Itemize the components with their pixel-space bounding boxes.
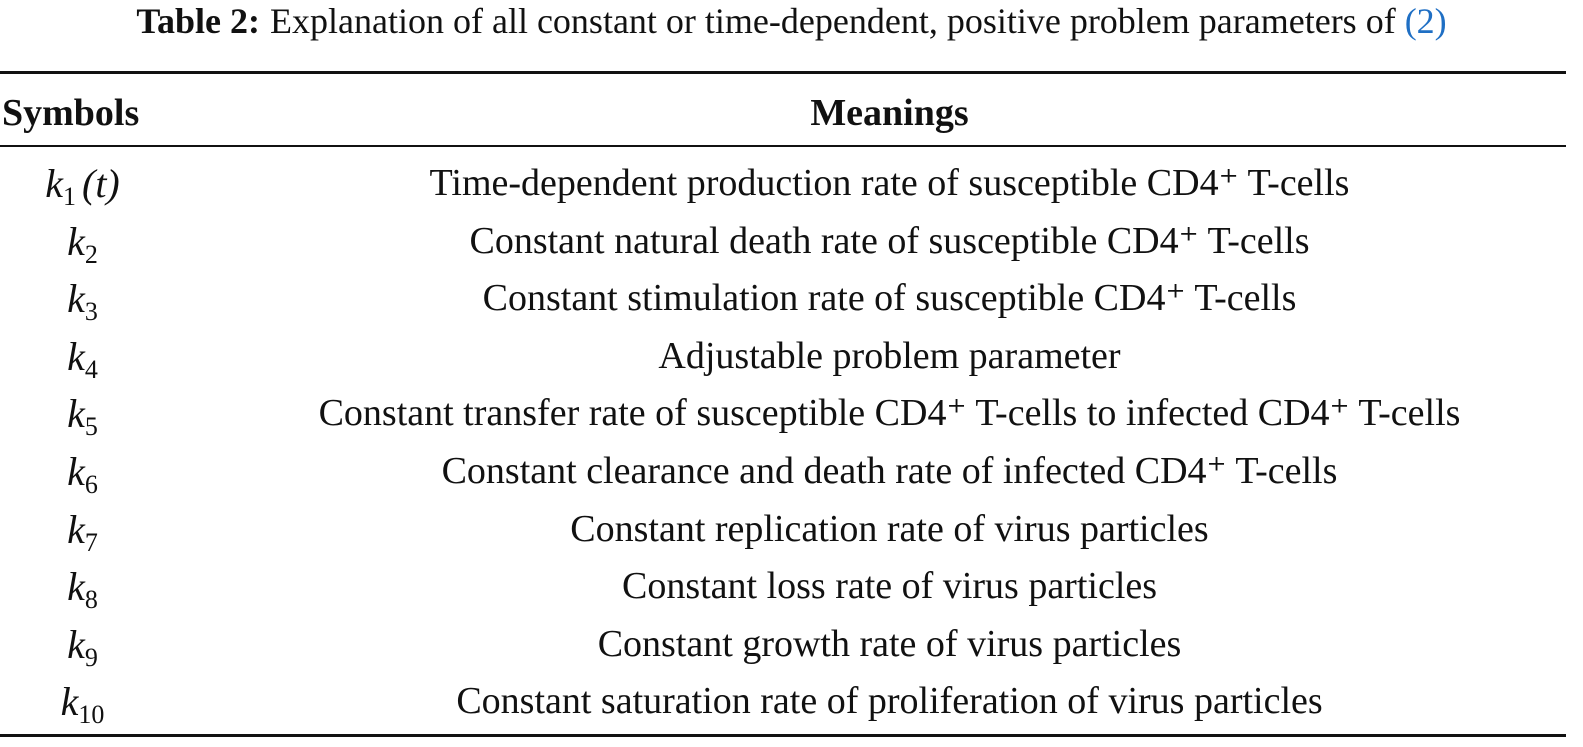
caption-text: Explanation of all constant or time-dependent, positive problem parameters of xyxy=(270,1,1405,41)
table-caption xyxy=(0,0,1583,48)
symbol-base: k xyxy=(67,448,85,494)
meaning-cell: Constant replication rate of virus particles xyxy=(570,507,1209,550)
caption-label: Table 2: xyxy=(136,1,261,41)
symbol-cell xyxy=(0,673,165,743)
table-row xyxy=(0,558,1566,616)
symbol-base: k xyxy=(67,276,85,322)
symbol-subscript: 1 xyxy=(63,182,76,211)
symbol-subscript: 4 xyxy=(84,354,98,384)
meaning-cell: Constant stimulation rate of susceptible CD4⁺ T-cells xyxy=(482,277,1297,320)
meaning-cell: Time-dependent production rate of susceptible CD4⁺ T-cells xyxy=(429,162,1350,204)
header-meanings: Meanings xyxy=(810,92,969,134)
equation-reference-link[interactable]: (2) xyxy=(1404,1,1447,41)
symbol-base: k xyxy=(45,161,63,206)
meaning-cell: Constant clearance and death rate of infected CD4⁺ T-cells xyxy=(441,449,1338,492)
symbol-base: k xyxy=(67,564,85,610)
table-row xyxy=(0,328,1566,386)
table-row xyxy=(0,213,1566,271)
symbol-subscript: 10 xyxy=(78,700,105,730)
table-top-rule xyxy=(0,71,1566,74)
symbol-base: k xyxy=(60,679,79,725)
symbol-base: k xyxy=(67,391,85,437)
table-row xyxy=(0,155,1566,213)
table-row xyxy=(0,385,1566,443)
table-header-rule xyxy=(0,145,1566,147)
meaning-cell: Constant loss rate of virus particles xyxy=(621,565,1158,608)
table-bottom-rule xyxy=(0,734,1566,737)
table-body xyxy=(0,155,1566,731)
symbol-subscript: 3 xyxy=(84,297,98,327)
meaning-cell: Constant natural death rate of susceptible CD4⁺ T-cells xyxy=(469,219,1310,262)
meaning-cell: Constant saturation rate of proliferation of virus particles xyxy=(456,680,1323,723)
symbol-argument: (t) xyxy=(82,161,120,206)
symbol-subscript: 9 xyxy=(84,642,98,672)
symbol-subscript: 5 xyxy=(84,412,98,442)
header-symbols: Symbols xyxy=(2,92,140,134)
table-row xyxy=(0,616,1566,674)
table-row xyxy=(0,501,1566,559)
symbol-subscript: 2 xyxy=(84,239,98,269)
table-row xyxy=(0,270,1566,328)
symbol-base: k xyxy=(67,218,85,264)
symbol-subscript: 7 xyxy=(84,527,98,557)
symbol-subscript: 6 xyxy=(84,469,98,499)
table-row xyxy=(0,443,1566,501)
meaning-cell: Adjustable problem parameter xyxy=(658,334,1121,377)
meaning-cell: Constant growth rate of virus particles xyxy=(597,622,1182,665)
symbol-base: k xyxy=(67,333,85,379)
symbol-base: k xyxy=(67,506,85,552)
table-row xyxy=(0,673,1566,731)
meaning-cell: Constant transfer rate of susceptible CD4⁺ T-cells to infected CD4⁺ T-cells xyxy=(318,392,1461,435)
symbol-subscript: 8 xyxy=(84,585,98,615)
symbol-base: k xyxy=(67,621,85,667)
